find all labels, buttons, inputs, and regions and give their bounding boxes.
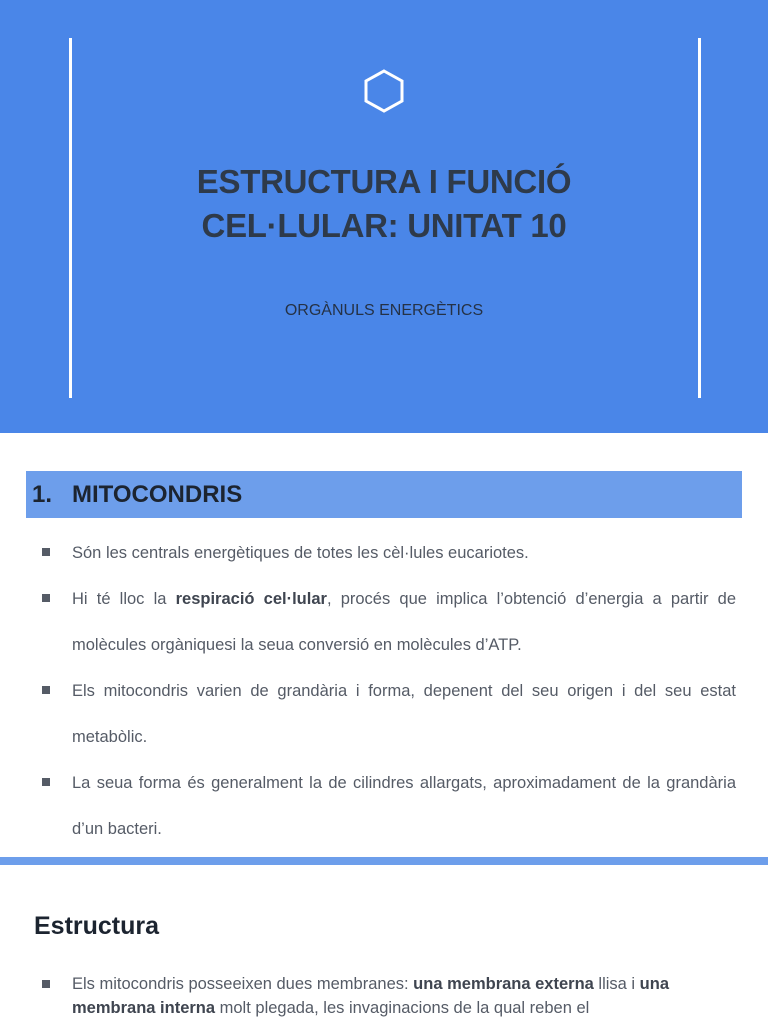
square-bullet-icon [42,548,50,556]
text-segment: molt plegada, les invaginacions de la qual reben el [215,999,590,1017]
title-slide [0,0,768,433]
estructura-bullet-list [0,972,768,1020]
square-bullet-icon [42,594,50,602]
subsection-heading-estructura: Estructura [34,912,160,940]
document-title [100,160,668,248]
title-line-2: CEL·LULAR: UNITAT 10 [201,207,567,244]
list-item-text: La seua forma és generalment la de cilindres allargats, aproximadament de la grandària d’un bacteri. [72,774,736,838]
list-item [0,668,768,760]
section-number: 1. [32,480,53,508]
list-item [0,760,768,852]
title-line-1: ESTRUCTURA I FUNCIÓ [196,163,572,200]
list-item-text [72,972,736,1020]
list-item [0,972,768,1020]
bold-term: una membrana interna [72,975,670,1017]
bold-term: una membrana externa [413,975,594,993]
text-segment: , procés que implica l’obtenció d’energia a partir de molècules orgàniquesi la seua conversió en molècules d’ATP. [72,590,736,654]
hexagon-icon [362,68,406,114]
square-bullet-icon [42,686,50,694]
square-bullet-icon [42,980,50,988]
square-bullet-icon [42,778,50,786]
document-subtitle: ORGÀNULS ENERGÈTICS [284,302,484,319]
list-item [0,530,768,576]
section-heading-mitocondris [26,471,742,518]
text-segment: Els mitocondris posseeixen dues membranes: [72,975,414,993]
section-divider [0,857,768,865]
bold-term: respiració cel·lular [175,590,327,608]
list-item-text: Són les centrals energètiques de totes les cèl·lules eucariotes. [72,544,529,562]
text-segment: Hi té lloc la [72,590,176,608]
text-segment: llisa i [593,975,640,993]
left-border-line [69,38,72,398]
list-item-text: Els mitocondris varien de grandària i forma, depenent del seu origen i del seu estat metabòlic. [72,682,736,746]
right-border-line [698,38,701,398]
section-title: MITOCONDRIS [72,480,243,508]
mitocondris-bullet-list [0,530,768,852]
list-item-text [72,576,736,668]
list-item [0,576,768,668]
